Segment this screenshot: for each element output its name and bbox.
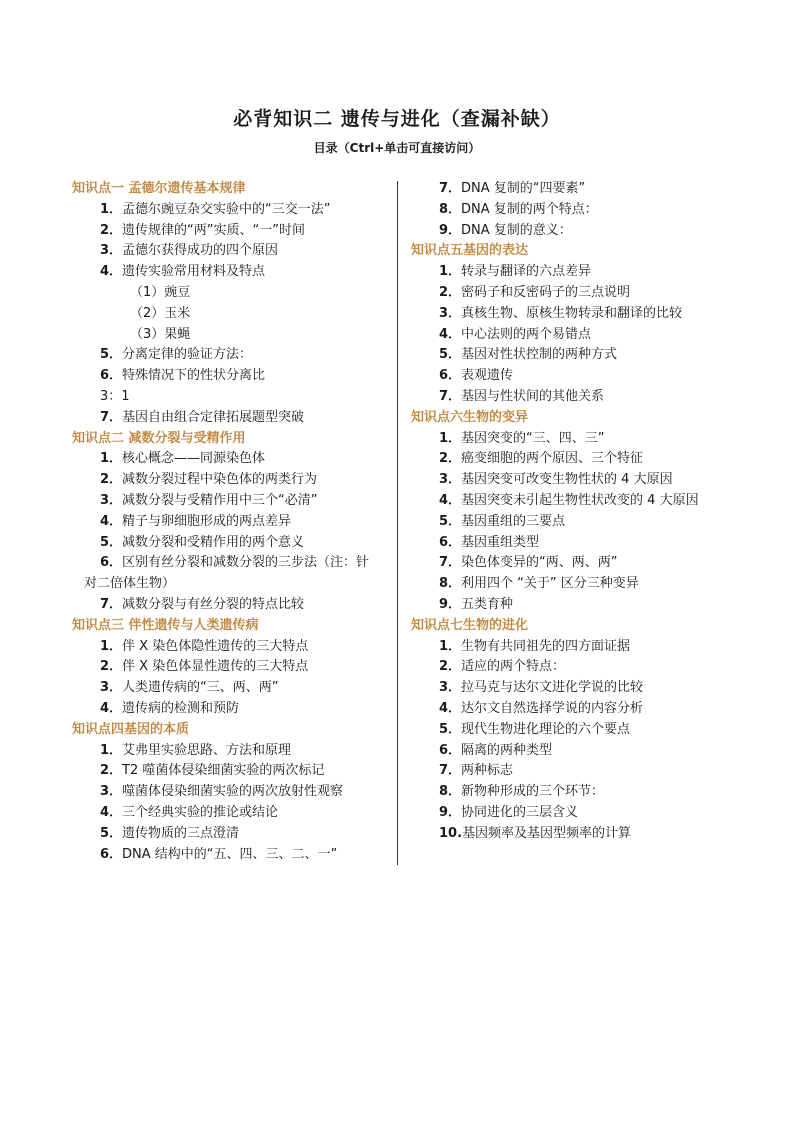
toc-entry-label: 减数分裂和受精作用的两个意义 [122, 534, 305, 550]
toc-entry-label: 特殊情况下的性状分离比 [122, 368, 266, 384]
toc-entry-number: 6． [100, 555, 123, 571]
toc-section-heading[interactable]: 知识点三 伴性遗传与人类遗传病 [72, 617, 259, 633]
toc-entry[interactable] [411, 657, 731, 678]
toc-entry-label: （1）豌豆 [130, 284, 191, 300]
toc-entry[interactable] [72, 408, 390, 429]
toc-entry-number: 3． [100, 492, 123, 508]
toc-entry-number: 3． [100, 680, 123, 696]
toc-entry[interactable] [72, 241, 390, 262]
toc-entry-number: 7． [100, 596, 123, 612]
toc-entry-label: 表观遗传 [461, 368, 514, 384]
column-divider [397, 181, 398, 865]
toc-entry[interactable] [72, 637, 390, 658]
toc-entry-label: 孟德尔获得成功的四个原因 [122, 243, 279, 259]
toc-entry-label: 基因突变的“三、四、三” [461, 430, 605, 446]
toc-entry[interactable] [411, 574, 731, 595]
toc-entry-number: 5． [439, 721, 462, 737]
toc-entry-number: 2． [439, 659, 462, 675]
toc-entry-label: 遗传病的检测和预防 [122, 700, 240, 716]
toc-entry[interactable] [411, 553, 731, 574]
toc-entry-label: 利用四个 “关于” 区分三种变异 [461, 576, 639, 592]
toc-subentry[interactable] [72, 387, 390, 408]
toc-entry-label: 拉马克与达尔文进化学说的比较 [461, 680, 644, 696]
toc-entry[interactable] [411, 429, 731, 450]
toc-entry[interactable] [411, 803, 731, 824]
toc-entry-number: 2． [100, 763, 123, 779]
page-title: 必背知识二 遗传与进化（查漏补缺） [233, 108, 561, 130]
toc-entry-label: 基因突变可改变生物性状的 4 大原因 [461, 472, 673, 488]
toc-entry-label: 基因重组的三要点 [461, 513, 566, 529]
toc-entry-label: 基因自由组合定律拓展题型突破 [122, 409, 305, 425]
toc-entry-number: 8． [439, 201, 462, 217]
toc-entry-number: 6． [100, 368, 123, 384]
toc-entry[interactable] [72, 366, 390, 387]
toc-entry[interactable] [72, 470, 390, 491]
toc-entry-number: 4． [439, 700, 462, 716]
toc-entry[interactable] [411, 533, 731, 554]
toc-entry-label: 三个经典实验的推论或结论 [122, 804, 279, 820]
toc-entry-number: 4． [439, 492, 462, 508]
toc-entry[interactable] [411, 283, 731, 304]
toc-right-column [411, 179, 731, 845]
toc-entry[interactable] [72, 761, 390, 782]
toc-entry[interactable] [411, 512, 731, 533]
toc-entry-label: 新物种形成的三个环节： [461, 784, 605, 800]
toc-entry[interactable] [411, 782, 731, 803]
toc-entry-label: DNA 复制的两个特点： [461, 201, 598, 217]
toc-entry-label: 孟德尔豌豆杂交实验中的“三交一法” [122, 201, 331, 217]
toc-entry-number: 5． [439, 513, 462, 529]
toc-entry[interactable] [72, 200, 390, 221]
toc-entry[interactable] [411, 221, 731, 242]
toc-entry-number: 1． [100, 451, 123, 467]
toc-entry-label: 生物有共同祖先的四方面证据 [461, 638, 631, 654]
toc-entry-label: 转录与翻译的六点差异 [461, 264, 592, 280]
toc-entry-label: 对二倍体生物） [84, 576, 176, 592]
toc-entry[interactable] [411, 345, 731, 366]
toc-section-heading[interactable]: 知识点四基因的本质 [72, 721, 190, 737]
toc-entry-number: 3． [100, 243, 123, 259]
toc-entry-label: 基因与性状间的其他关系 [461, 388, 605, 404]
toc-entry-label: 分离定律的验证方法： [122, 347, 253, 363]
toc-entry-label: 染色体变异的“两、两、两” [461, 555, 618, 571]
toc-subentry[interactable] [72, 283, 390, 304]
toc-entry[interactable] [72, 491, 390, 512]
toc-entry-label: 基因突变未引起生物性状改变的 4 大原因 [461, 492, 699, 508]
toc-entry-number: 1． [100, 638, 123, 654]
toc-entry-label: 中心法则的两个易错点 [461, 326, 592, 342]
toc-entry-label: 隔离的两种类型 [461, 742, 553, 758]
toc-entry-label: 五类育种 [461, 596, 514, 612]
toc-entry-label: 区别有丝分裂和减数分裂的三步法（注：针 [122, 555, 370, 571]
toc-entry[interactable] [411, 491, 731, 512]
toc-entry[interactable] [411, 200, 731, 221]
toc-subtitle: 目录（Ctrl+单击可直接访问） [313, 141, 481, 155]
toc-entry-number: 4． [439, 326, 462, 342]
toc-entry-number: 5． [439, 347, 462, 363]
toc-entry-number: 5． [100, 347, 123, 363]
toc-entry[interactable] [72, 657, 390, 678]
toc-entry-number: 6． [439, 742, 462, 758]
toc-entry-number: 8． [439, 576, 462, 592]
toc-entry-label: 两种标志 [461, 763, 514, 779]
toc-entry-number: 6． [439, 368, 462, 384]
toc-entry-label: DNA 结构中的“五、四、三、二、一” [122, 846, 338, 862]
toc-entry-label: 噬菌体侵染细菌实验的两次放射性观察 [122, 784, 344, 800]
toc-entry-label: 3：1 [100, 388, 130, 404]
toc-entry-number: 4． [100, 700, 123, 716]
toc-entry[interactable] [411, 720, 731, 741]
toc-entry-label: 人类遗传病的“三、两、两” [122, 680, 279, 696]
toc-entry-number: 6． [100, 846, 123, 862]
toc-entry-label: （2）玉米 [130, 305, 191, 321]
toc-entry[interactable] [72, 262, 390, 283]
toc-entry[interactable] [411, 595, 731, 616]
toc-entry[interactable] [411, 304, 731, 325]
toc-entry-number: 1． [439, 264, 462, 280]
toc-entry-label: 现代生物进化理论的六个要点 [461, 721, 631, 737]
toc-entry[interactable] [411, 699, 731, 720]
toc-entry-label: 适应的两个特点： [461, 659, 566, 675]
toc-entry-label: 遗传物质的三点澄清 [122, 825, 240, 841]
toc-entry-number: 7． [100, 409, 123, 425]
toc-entry-number: 7． [439, 181, 462, 196]
toc-entry[interactable] [72, 824, 390, 845]
toc-entry-number: 2． [100, 222, 123, 238]
toc-entry-label: 精子与卵细胞形成的两点差异 [122, 513, 292, 529]
toc-entry-number: 9． [439, 222, 462, 238]
toc-entry[interactable] [72, 345, 390, 366]
toc-section-heading[interactable]: 知识点五基因的表达 [411, 243, 529, 259]
toc-left-column [72, 179, 390, 865]
toc-entry-label: DNA 复制的意义： [461, 222, 572, 238]
toc-entry-label: 核心概念——同源染色体 [122, 451, 266, 467]
toc-entry[interactable] [411, 449, 731, 470]
toc-entry-label: 减数分裂过程中染色体的两类行为 [122, 472, 318, 488]
toc-entry[interactable] [72, 512, 390, 533]
toc-section-heading[interactable]: 知识点七生物的进化 [411, 617, 529, 633]
toc-entry-label: 伴 X 染色体显性遗传的三大特点 [122, 659, 309, 675]
toc-entry-number: 7． [439, 555, 462, 571]
toc-entry-label: 达尔文自然选择学说的内容分析 [461, 700, 644, 716]
toc-entry-label: DNA 复制的“四要素” [461, 181, 586, 196]
toc-entry-label: 癌变细胞的两个原因、三个特征 [461, 451, 644, 467]
toc-entry[interactable] [411, 366, 731, 387]
toc-entry-number: 2． [439, 284, 462, 300]
toc-entry-label: 艾弗里实验思路、方法和原理 [122, 742, 292, 758]
toc-entry-number: 2． [439, 451, 462, 467]
toc-entry[interactable] [72, 782, 390, 803]
toc-entry-label: （3）果蝇 [130, 326, 191, 342]
toc-section-heading[interactable]: 知识点一 孟德尔遗传基本规律 [72, 181, 246, 196]
toc-entry-label: 遗传规律的“两”实质、“一”时间 [122, 222, 305, 238]
toc-entry[interactable] [72, 595, 390, 616]
toc-entry-label: 基因频率及基因型频率的计算 [462, 825, 632, 841]
toc-entry-number: 7． [439, 388, 462, 404]
toc-entry[interactable] [72, 803, 390, 824]
toc-subentry[interactable] [72, 304, 390, 325]
toc-entry-number: 5． [100, 825, 123, 841]
toc-entry-number: 2． [100, 472, 123, 488]
toc-entry-label: 减数分裂与受精作用中三个“必清” [122, 492, 318, 508]
toc-entry[interactable] [411, 179, 731, 200]
toc-section-heading[interactable]: 知识点二 减数分裂与受精作用 [72, 430, 246, 446]
toc-entry[interactable] [411, 761, 731, 782]
toc-entry-number: 4． [100, 513, 123, 529]
toc-entry-label: 伴 X 染色体隐性遗传的三大特点 [122, 638, 309, 654]
toc-entry[interactable] [72, 533, 390, 554]
toc-entry-number: 7． [439, 763, 462, 779]
toc-entry-label: 真核生物、原核生物转录和翻译的比较 [461, 305, 683, 321]
toc-entry-number: 3． [439, 472, 462, 488]
toc-entry[interactable] [411, 262, 731, 283]
toc-entry-number: 3． [439, 305, 462, 321]
toc-entry-number: 3． [100, 784, 123, 800]
toc-entry-number: 4． [100, 264, 123, 280]
toc-entry[interactable] [72, 845, 390, 866]
toc-entry-number: 3． [439, 680, 462, 696]
toc-subentry[interactable] [72, 325, 390, 346]
toc-entry-number: 9． [439, 596, 462, 612]
toc-entry[interactable] [411, 325, 731, 346]
toc-entry-label: T2 噬菌体侵染细菌实验的两次标记 [122, 763, 325, 779]
toc-entry-number: 6． [439, 534, 462, 550]
toc-entry-number: 9． [439, 804, 462, 820]
toc-entry[interactable] [72, 678, 390, 699]
toc-entry-label: 基因重组类型 [461, 534, 540, 550]
toc-entry[interactable] [72, 449, 390, 470]
toc-entry-number: 10. [439, 825, 463, 841]
toc-entry-label: 协同进化的三层含义 [461, 804, 579, 820]
toc-subentry[interactable] [72, 574, 390, 595]
toc-entry-number: 2． [100, 659, 123, 675]
toc-entry[interactable] [411, 637, 731, 658]
toc-entry[interactable] [72, 221, 390, 242]
toc-entry-number: 1． [100, 742, 123, 758]
toc-entry[interactable] [72, 699, 390, 720]
toc-entry[interactable] [411, 387, 731, 408]
toc-entry[interactable] [72, 741, 390, 762]
toc-entry[interactable] [411, 824, 731, 845]
toc-entry[interactable] [72, 553, 390, 574]
toc-entry-label: 减数分裂与有丝分裂的特点比较 [122, 596, 305, 612]
toc-section-heading[interactable]: 知识点六生物的变异 [411, 409, 529, 425]
toc-entry-number: 1． [439, 638, 462, 654]
toc-entry-number: 1． [439, 430, 462, 446]
toc-entry[interactable] [411, 741, 731, 762]
toc-entry-number: 5． [100, 534, 123, 550]
toc-entry-number: 1． [100, 201, 123, 217]
toc-entry-label: 遗传实验常用材料及特点 [122, 264, 266, 280]
toc-entry-number: 8． [439, 784, 462, 800]
toc-entry-number: 4． [100, 804, 123, 820]
toc-entry-label: 密码子和反密码子的三点说明 [461, 284, 631, 300]
toc-entry-label: 基因对性状控制的两种方式 [461, 347, 618, 363]
toc-entry[interactable] [411, 678, 731, 699]
toc-entry[interactable] [411, 470, 731, 491]
